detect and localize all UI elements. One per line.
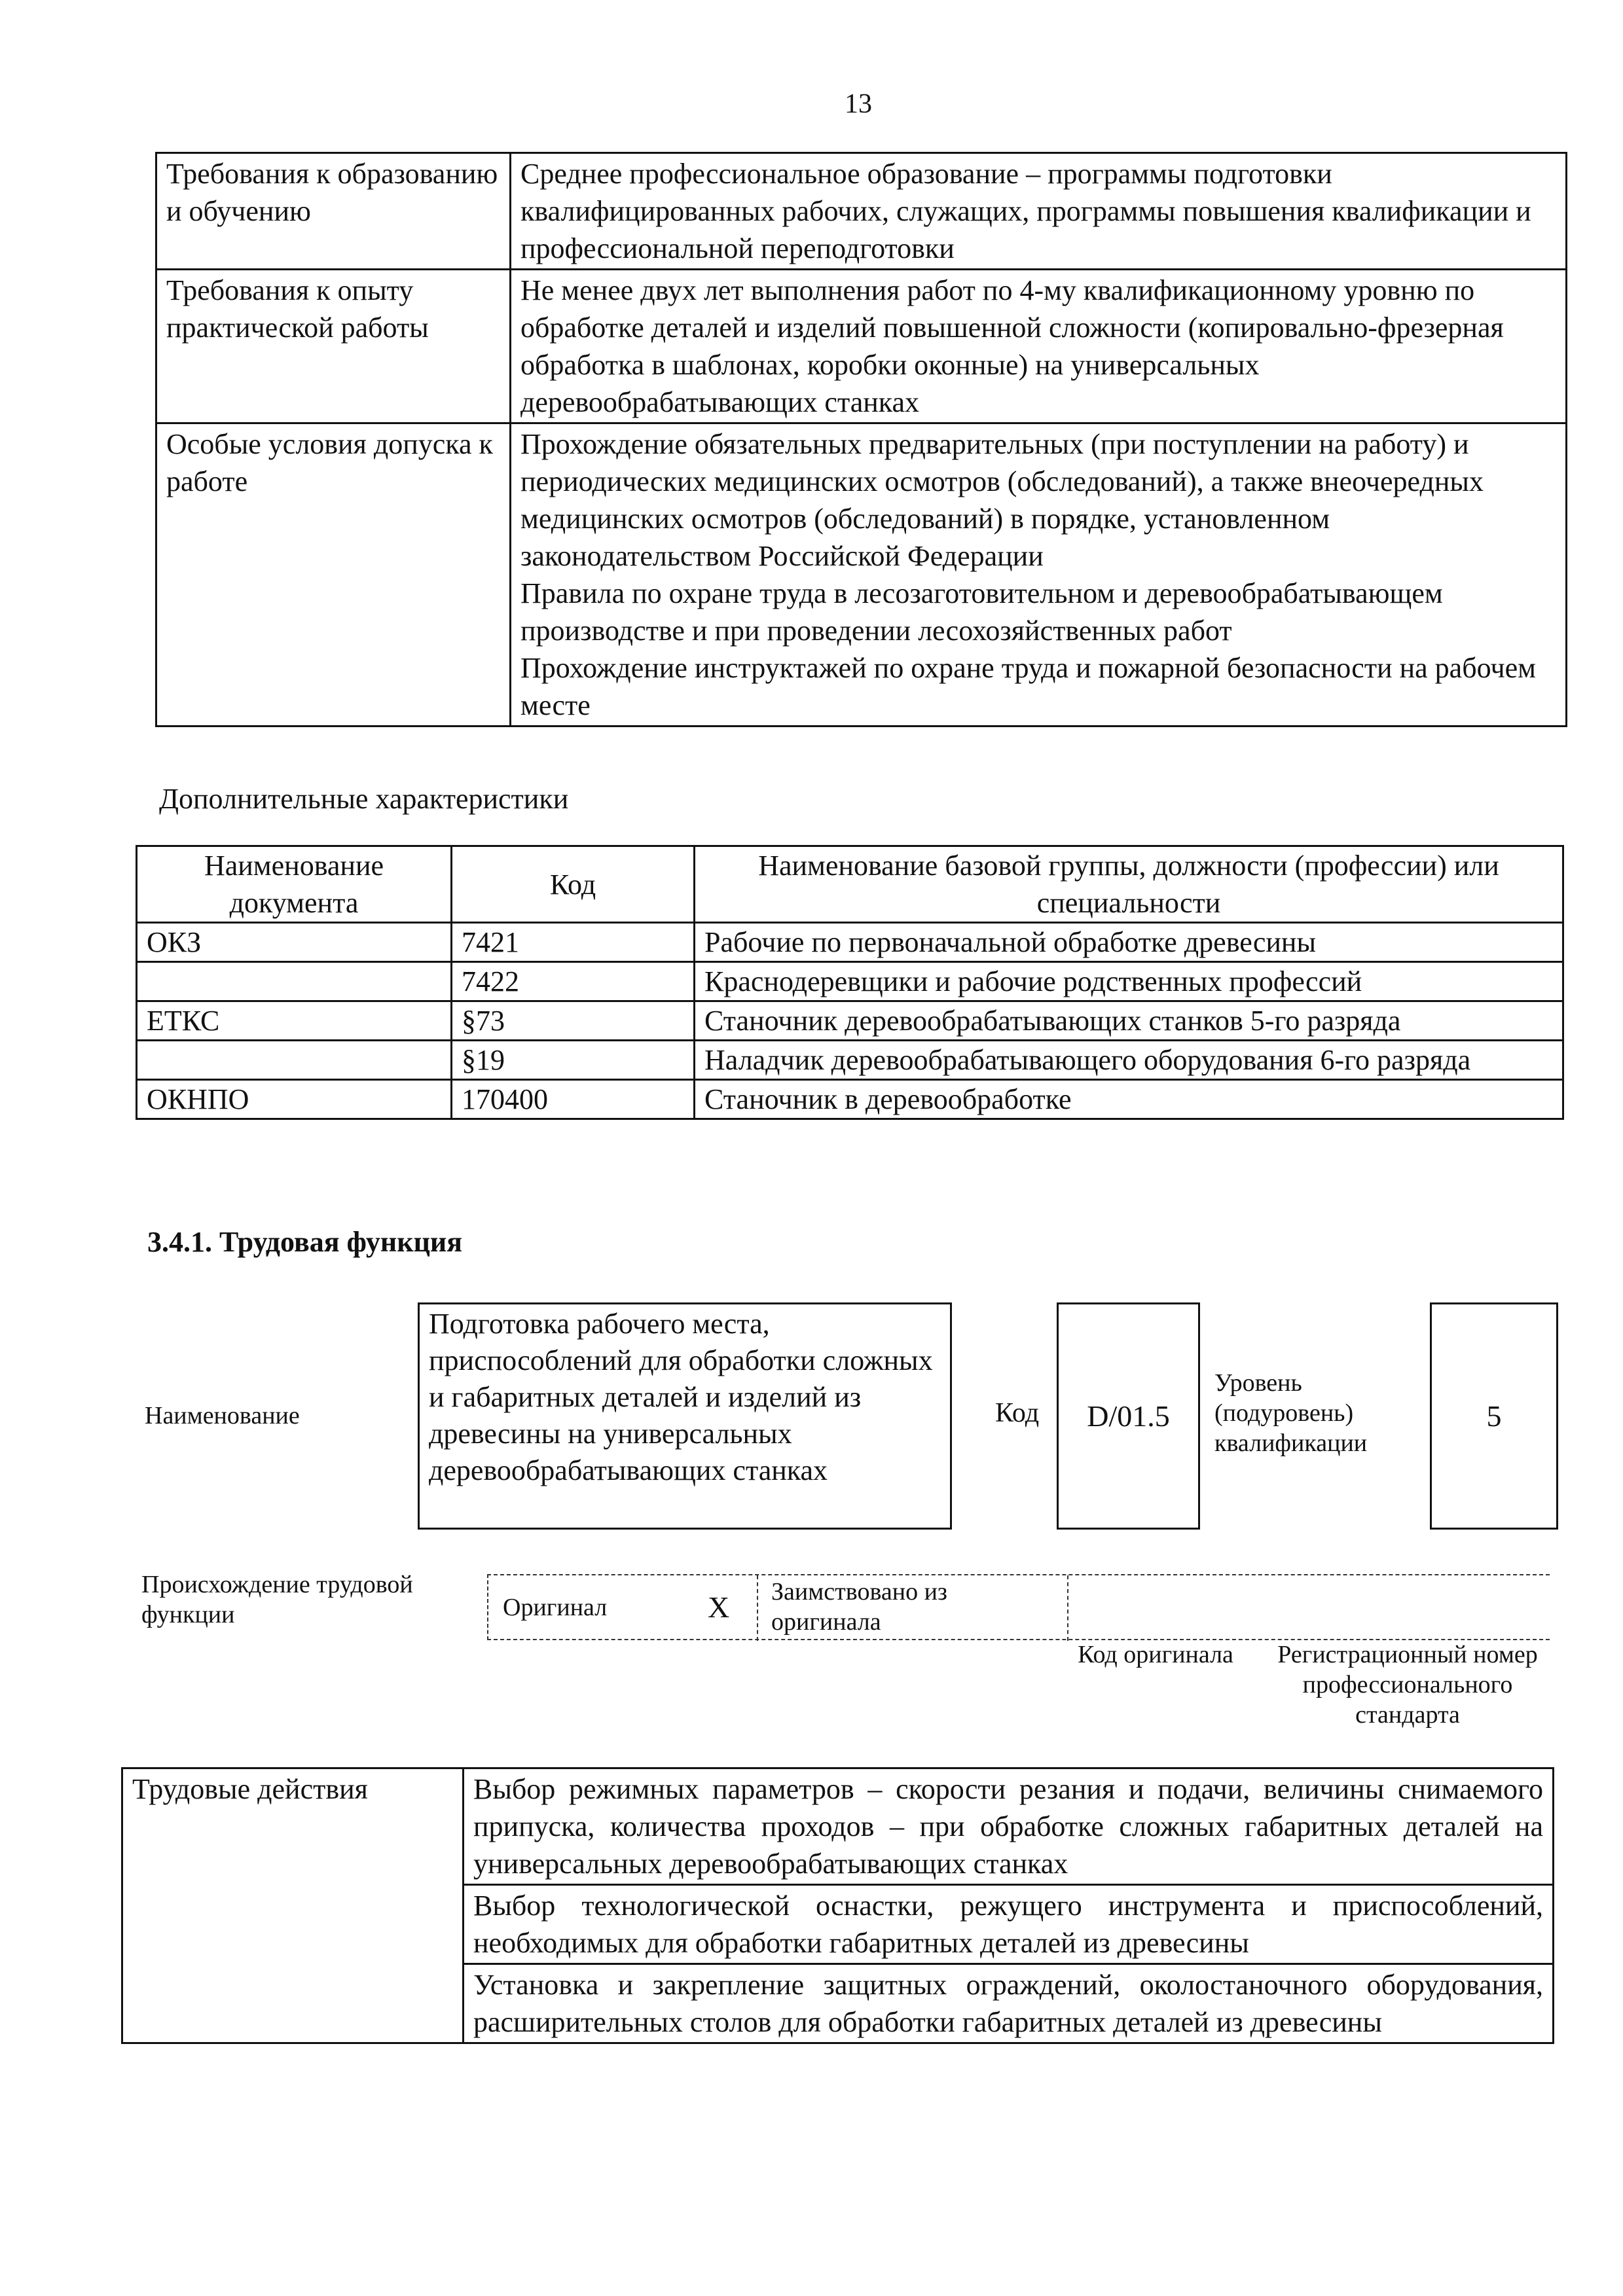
action-item: Выбор технологической оснастки, режущего инструмента и приспособлений, необходимых для обработки габаритных деталей из древесины (464, 1885, 1554, 1964)
cell-code: 170400 (452, 1080, 695, 1119)
actions-label: Трудовые действия (122, 1768, 464, 2043)
divider (757, 1575, 759, 1641)
table-row (137, 923, 1563, 962)
registration-caption: Регистрационный номер профессионального стандарта (1277, 1641, 1538, 1729)
additional-table (136, 845, 1564, 1120)
table-row (122, 1768, 1554, 1885)
row-value: Не менее двух лет выполнения работ по 4-му квалификационному уровню по обработке деталей и изделий повышенной сложности (копировально-фрезерная обработка в шаблонах, коробки оконные) на универсальных деревообрабатывающих станках (511, 270, 1567, 423)
cell-name: Наладчик деревообрабатывающего оборудования 6-го разряда (695, 1041, 1563, 1080)
original-label: Оригинал (503, 1594, 608, 1621)
level-label: Уровень (подуровень) квалификации (1214, 1369, 1368, 1457)
condition-text: Правила по охране труда в лесозаготовительном и деревообрабатывающем производстве и при проведении лесохозяйственных работ (520, 577, 1443, 647)
cell-code: §73 (452, 1001, 695, 1041)
table-row (156, 153, 1567, 270)
origin-label: Происхождение трудовой функции (141, 1571, 413, 1628)
cell-doc: ЕТКС (137, 1001, 452, 1041)
actions-table (121, 1767, 1554, 2044)
cell-code: 7422 (452, 962, 695, 1001)
action-item: Выбор режимных параметров – скорости резания и подачи, величины снимаемого припуска, количества проходов – при обработке сложных габаритных деталей на универсальных деревообрабатывающих станках (464, 1768, 1554, 1885)
table-row (137, 962, 1563, 1001)
borrowed-label: Заимствовано из оригинала (771, 1578, 947, 1636)
table-row (156, 423, 1567, 726)
cell-name: Рабочие по первоначальной обработке древесины (695, 923, 1563, 962)
code-label: Код (995, 1398, 1040, 1428)
header-doc: Наименование документа (137, 846, 452, 923)
additional-title: Дополнительные характеристики (159, 783, 569, 815)
name-label: Наименование (145, 1402, 300, 1429)
cell-name: Станочник в деревообработке (695, 1080, 1563, 1119)
table-row (156, 270, 1567, 423)
original-mark: X (708, 1590, 730, 1624)
cell-doc: ОКЗ (137, 923, 452, 962)
cell-doc: ОКНПО (137, 1080, 452, 1119)
code-original-caption: Код оригинала (1078, 1641, 1233, 1668)
cell-code: §19 (452, 1041, 695, 1080)
table-row (137, 1080, 1563, 1119)
condition-text: Прохождение инструктажей по охране труда и пожарной безопасности на рабочем месте (520, 652, 1536, 721)
cell-doc (137, 1041, 452, 1080)
cell-doc (137, 962, 452, 1001)
row-value (511, 423, 1567, 726)
page-number: 13 (845, 89, 872, 119)
function-name-box: Подготовка рабочего места, приспособлений для обработки сложных и габаритных деталей и изделий из древесины на универсальных деревообрабатывающих станках (418, 1302, 952, 1530)
requirements-table (155, 152, 1567, 727)
table-row (137, 1001, 1563, 1041)
function-code-box: D/01.5 (1057, 1302, 1200, 1530)
action-item: Установка и закрепление защитных ограждений, околостаночного оборудования, расширительных столов для обработки габаритных деталей из древесины (464, 1964, 1554, 2043)
divider (1067, 1575, 1070, 1641)
cell-code: 7421 (452, 923, 695, 962)
header-code: Код (452, 846, 695, 923)
cell-name: Станочник деревообрабатывающих станков 5-го разряда (695, 1001, 1563, 1041)
table-header (137, 846, 1563, 923)
section-title: 3.4.1. Трудовая функция (147, 1226, 463, 1258)
header-name: Наименование базовой группы, должности (профессии) или специальности (695, 846, 1563, 923)
condition-text: Прохождение обязательных предварительных (при поступлении на работу) и периодических медицинских осмотров (обследований), а также внеочередных медицинских осмотров (обследований) в порядке, установленном законодательством Российской Федерации (520, 428, 1484, 572)
origin-box (487, 1574, 1550, 1640)
row-label: Требования к опыту практической работы (156, 270, 511, 423)
table-row (137, 1041, 1563, 1080)
row-label: Требования к образованию и обучению (156, 153, 511, 270)
row-label: Особые условия допуска к работе (156, 423, 511, 726)
cell-name: Краснодеревщики и рабочие родственных профессий (695, 962, 1563, 1001)
level-box: 5 (1430, 1302, 1558, 1530)
row-value: Среднее профессиональное образование – программы подготовки квалифицированных рабочих, служащих, программы повышения квалификации и профессиональной переподготовки (511, 153, 1567, 270)
